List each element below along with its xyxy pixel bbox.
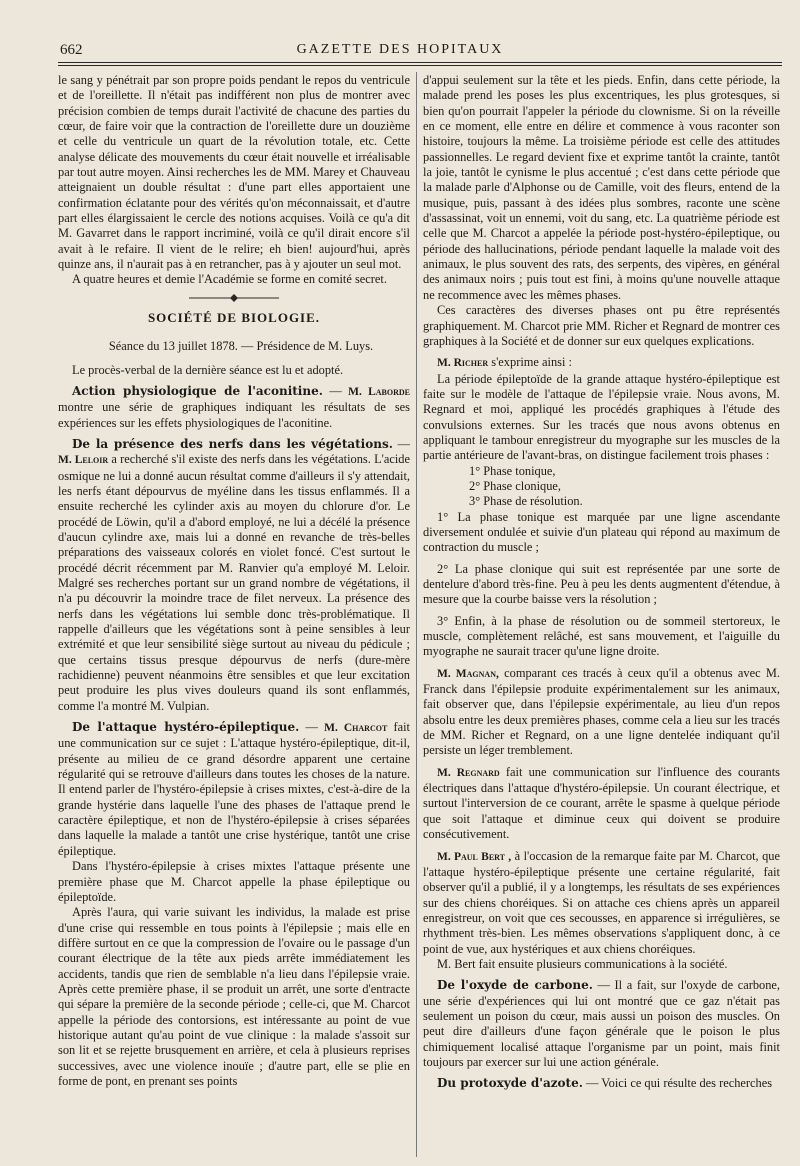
- list-item: 3° Phase de résolution.: [469, 494, 583, 509]
- session-line: Séance du 13 juillet 1878. — Présidence de M. Luys.: [108, 339, 374, 354]
- paragraph-crises-mixtes: Dans l'hystéro-épilepsie à crises mixtes l'attaque présente une première phase que M. Charcot appelle la phase épileptique ou épileptoïde.: [58, 859, 410, 904]
- ornament-rule-icon: [189, 293, 279, 303]
- article-attaque: De l'attaque hystéro-épileptique. — M. Charcot fait une communication sur ce sujet : L'attaque hystéro-épileptique, dit-il, présente au milieu de ce grand désordre apparent une certaine régularité qui se retrouve d'ailleurs dans toutes les choses de la nature. Il entend parler de l'hystéro-épilepsie à crises mixtes, c'est-à-dire de la grande hystérie dans laquelle l'une des phases de l'attaque prend le caractère épileptique, et non de l'hystéro-épilepsie à crises séparées dans laquelle la malade a tantôt une crise hystérique, tantôt une crise épileptique.: [58, 720, 410, 858]
- text-regnard: fait une communication sur l'influence des courants électriques dans l'attaque d'hystéro-épilepsie. Un courant électrique, et surtout l'interversion de ce courant, arrête le spasme à quelque période que soit l'attaque et diminue ceux qui doivent se produire consécutivement.: [423, 764, 780, 842]
- article-bert: [423, 849, 780, 957]
- paragraph-phase-resolution: 3° Enfin, à la phase de résolution ou de sommeil stertoreux, le muscle, complètement relâché, est sans mouvement, et l'aiguille du myographe ne saurait tracer qu'une ligne droite.: [423, 613, 780, 659]
- article-oxyde: [423, 978, 780, 1070]
- paragraph-phase-tonique: 1° La phase tonique est marquée par une ligne ascendante diversement ondulée et suivie d'un plateau qui répond au maximum de contraction du muscle ;: [423, 509, 780, 555]
- author-charcot: M. Charcot: [324, 722, 388, 735]
- list-item: 2° Phase clonique,: [469, 478, 562, 493]
- paragraph-phase-clonique: 2° La phase clonique qui suit est représentée par une sorte de dentelure d'abord très-fine. Peu à peu les dents augmentent d'étendue, à mesure que la courbe baisse vers la résolution ;: [423, 561, 780, 607]
- article-richer-intro: [423, 355, 780, 371]
- paragraph-bert-followup: M. Bert fait ensuite plusieurs communications à la société.: [437, 956, 728, 971]
- heading-oxyde: De l'oxyde de carbone.: [437, 978, 593, 993]
- text-bert: à l'occasion de la remarque faite par M. Charcot, que l'attaque hystéro-épileptique présente une certaine régularité, fait observer qu'il a publié, il y a longtemps, les résultats de ses expériences sur des chiens choréiques. Si on attache ces chiens après un appareil enregistreur, on voit que ces secousses, en apparence si irrégulières, se rhythment très-bien. Les mêmes observations s'appliquent donc, à ce point de vue, aux hystériques et aux chiens choréiques.: [423, 848, 780, 956]
- text-richer-intro: s'exprime ainsi :: [491, 355, 572, 370]
- author-regnard: M. Regnard: [437, 766, 500, 779]
- heading-nerfs: De la présence des nerfs dans les végétations.: [72, 436, 393, 451]
- heading-azote: Du protoxyde d'azote.: [437, 1076, 583, 1091]
- article-azote: [423, 1076, 780, 1091]
- text-attaque: fait une communication sur ce sujet : L'attaque hystéro-épileptique, dit-il, présente au milieu de ce grand désordre apparent une certaine régularité qui se retrouve d'ailleurs dans toutes les choses de la nature. Il entend parler de l'hystéro-épilepsie à crises mixtes, c'est-à-dire de la grande hystérie dans laquelle l'une des phases de l'attaque prend le caractère épileptique, et non de l'hystéro-épilepsie à crises séparées dans laquelle la malade a tantôt une crise hystérique, tantôt une crise épileptique.: [58, 720, 410, 858]
- list-item: 1° Phase tonique,: [469, 463, 556, 478]
- article-aconitine: Action physiologique de l'aconitine. — M. Laborde montre une série de graphiques indiquant les résultats de ses expériences sur les effets physiologiques de l'aconitine.: [58, 383, 410, 430]
- article-regnard: [423, 765, 780, 843]
- heading-aconitine: Action physiologique de l'aconitine.: [72, 383, 323, 398]
- paragraph-graphiques: Ces caractères des diverses phases ont pu être représentés graphiquement. M. Charcot prie MM. Richer et Regnard de montrer ces graphiques à la Société et de donner sur eux quelques explications.: [423, 303, 780, 348]
- paragraph-gavarret: le sang y pénétrait par son propre poids pendant le repos du ventricule et de l'oreillette. Il n'était pas indifférent non plus de montrer avec précision combien de temps durait l'activité de chacune des parties du cœur, de faire voir que la contraction de l'oreillette dure un douzième et celle du ventricule un quart de la révolution totale, etc. Cette analyse délicate des mouvements du cœur était nouvelle et irréalisable par tout autre moyen. Ainsi recherches les de MM. Marey et Chauveau atteignaient un double résultat : d'une part elles apportaient une confirmation éclatante pour des vérités qu'on méconnaissait, et d'autre part elles élargissaient le cercle des notions acquises. Voilà ce qu'a dit M. Gavarret dans le rapport incriminé, voilà ce qu'il dirait encore s'il avait à le refaire. Il vient de le relire; eh bien! aujourd'hui, après quinze ans, il n'aurait pas à en retrancher, pas à y ajouter un seul mot.: [58, 73, 410, 272]
- header-rule-bottom: [58, 65, 782, 66]
- author-richer: M. Richer: [437, 357, 489, 370]
- text-aconitine: montre une série de graphiques indiquant les résultats de ses expériences sur les effets physiologiques de l'aconitine.: [58, 400, 410, 430]
- author-leloir: M. Leloir: [58, 454, 109, 467]
- running-title: GAZETTE DES HOPITAUX: [296, 42, 504, 57]
- header-rule-top: [58, 62, 782, 63]
- left-column: [58, 73, 410, 1158]
- text-oxyde: — Il a fait, sur l'oxyde de carbone, une série d'expériences qui lui ont montré que ce gaz n'était pas seulement un poison du cœur, mais aussi un poison des muscles. On peut dire d'ailleurs d'une façon générale que le poison le plus chimiquement localisé attaque l'organisme par un point, mais finit toujours par exercer sur lui une action générale.: [423, 978, 780, 1069]
- section-title: SOCIÉTÉ DE BIOLOGIE.: [147, 309, 321, 325]
- paragraph-periodes: d'appui seulement sur la tête et les pieds. Enfin, dans cette période, la malade prend les poses les plus excentriques, les plus grotesques, si bien qu'on pourrait l'appeler la période du clownisme. Si on la réveille en ce moment, elle entre en délire et commence à vous raconter son histoire, toujours la même. La troisième période est celle des attitudes passionnelles. Le regard devient fixe et exprime tantôt la crainte, tantôt la joie, tantôt le cynisme le plus accentué ; c'est dans cette période que la malade parle d'Alphonse ou de Camille, voit des fleurs, entend de la musique, puis, passant à des idées plus sombres, raconte une scène d'assassinat, voit un ennemi, voit du sang, etc. La quatrième période est celle que M. Charcot a appelée la période post-hystéro-épileptique, ou période des hallucinations, période pendant laquelle la malade voit des animaux, le plus souvent des rats, des serpents, des vipères, en général des animaux noirs ; puis tout est fini, à moins qu'une nouvelle attaque ne recommence avec les mêmes phases.: [423, 73, 780, 302]
- author-magnan: M. Magnan,: [437, 667, 499, 680]
- author-bert: M. Paul Bert ,: [437, 850, 512, 863]
- phases-list: [423, 464, 780, 510]
- column-divider: [416, 72, 417, 1157]
- page-number: 662: [60, 42, 83, 58]
- article-nerfs: De la présence des nerfs dans les végétations. — M. Leloir a recherché s'il existe des nerfs dans les végétations. L'acide osmique ne lui a donné aucun résultat comme d'ailleurs il s'y attendait, les nerfs étant dépourvus de myéline dans les tissus enflammés. Il a ensuite recherché les cylinder axis au moyen du chlorure d'or. Le procédé de Löwin, qu'il a d'abord employé, ne lui a décélé la présence d'aucun cylindre axe, mais lui a donné en revanche de très-belles préparations des vaisseaux colorés en violet foncé. C'est surtout le procédé décrit récemment par M. Ranvier qu'a employé M. Leloir. Malgré ses recherches portant sur un grand nombre de végétations, il n'a pu découvrir la moindre trace de filet nerveux. La présence des nerfs dans les végétations lui semble donc très-problématique. Il rappelle d'ailleurs que les végétations sont à peine sensibles à leur extrémité et que leur sensibilité siège surtout au niveau du pédicule ; que certains tissus presque dépourvus de nerfs (dure-mère rachidienne) peuvent néanmoins être sensibles et que leur excitation peut produire les plus vives douleurs quand ils sont enflammés, comme l'a montré M. Vulpian.: [58, 436, 410, 713]
- right-column: [423, 73, 780, 1158]
- minutes-line: Le procès-verbal de la dernière séance est lu et adopté.: [72, 362, 344, 377]
- paragraph-comite-secret: A quatre heures et demie l'Académie se forme en comité secret.: [72, 272, 387, 287]
- text-magnan: comparant ces tracés à ceux qu'il a obtenus avec M. Franck dans l'épilepsie produite expérimentalement sur les animaux, fait observer que, dans l'épilepsie expérimentale, au lieu d'un repos absolu entre les deux premières phases, comme cela a lieu sur les tracés de MM. Richer et Regnard, on a une ligne dentelée indiquant qu'il persiste un léger tremblement.: [423, 665, 780, 758]
- heading-attaque: De l'attaque hystéro-épileptique.: [72, 720, 300, 735]
- paragraph-apres-aura: Après l'aura, qui varie suivant les individus, la malade est prise d'une crise qui ressemble en tous points à l'épilepsie ; mais elle en diffère surtout en ce que la compression de l'ovaire ou le passage d'un courant électrique de la tête aux pieds arrête immédiatement les accidents, tandis que rien de semblable n'a lieu dans l'épilepsie vraie. Après cette première phase, il se produit un arrêt, une sorte d'entracte qui sépare la première de la seconde période ; celle-ci, que M. Charcot appelle la période des contorsions, est intéressante au point de vue historique autant qu'au point de vue clinique : la malade s'assoit sur son lit et se rejette brusquement en arrière, et cela à plusieurs reprises successives, avec une violence inouïe ; d'autre part, elle se plie en forme de pont, en prenant ses points: [58, 905, 410, 1088]
- separator-ornament: [58, 292, 410, 306]
- text-nerfs: a recherché s'il existe des nerfs dans les végétations. L'acide osmique ne lui a donné aucun résultat comme d'ailleurs il s'y attendait, les nerfs étant dépourvus de myéline dans les tissus enflammés. Il a ensuite recherché les cylinder axis au moyen du chlorure d'or. Le procédé de Löwin, qu'il a d'abord employé, ne lui a décélé la présence d'aucun cylindre axe, mais lui a donné en revanche de très-belles préparations des vaisseaux colorés en violet foncé. C'est surtout le procédé décrit récemment par M. Ranvier qu'a employé M. Leloir. Malgré ses recherches portant sur un grand nombre de végétations, il n'a pu découvrir la moindre trace de filet nerveux. La présence des nerfs dans les végétations lui semble donc très-problématique. Il rappelle d'ailleurs que les végétations sont à peine sensibles à leur extrémité et que leur sensibilité siège surtout au niveau du pédicule ; que certains tissus presque dépourvus de nerfs (dure-mère rachidienne) peuvent néanmoins être sensibles et que leur excitation peut produire les plus vives douleurs quand ils sont enflammés, comme l'a montré M. Vulpian.: [58, 452, 410, 713]
- author-laborde: M. Laborde: [348, 385, 410, 398]
- text-azote: — Voici ce qui résulte des recherches: [586, 1076, 773, 1091]
- paragraph-richer: La période épileptoïde de la grande attaque hystéro-épileptique est faite sur le modèle de l'attaque de l'épilepsie vraie. Nous avons, M. Regnard et moi, appliqué les procédés graphiques à l'étude des convulsions externes. Sur les tracés que nous avons obtenus en appliquant le tambour enregistreur du myographe sur les muscles de la partie antérieure de l'avant-bras, on distingue facilement trois phases :: [423, 371, 780, 463]
- article-magnan: [423, 666, 780, 759]
